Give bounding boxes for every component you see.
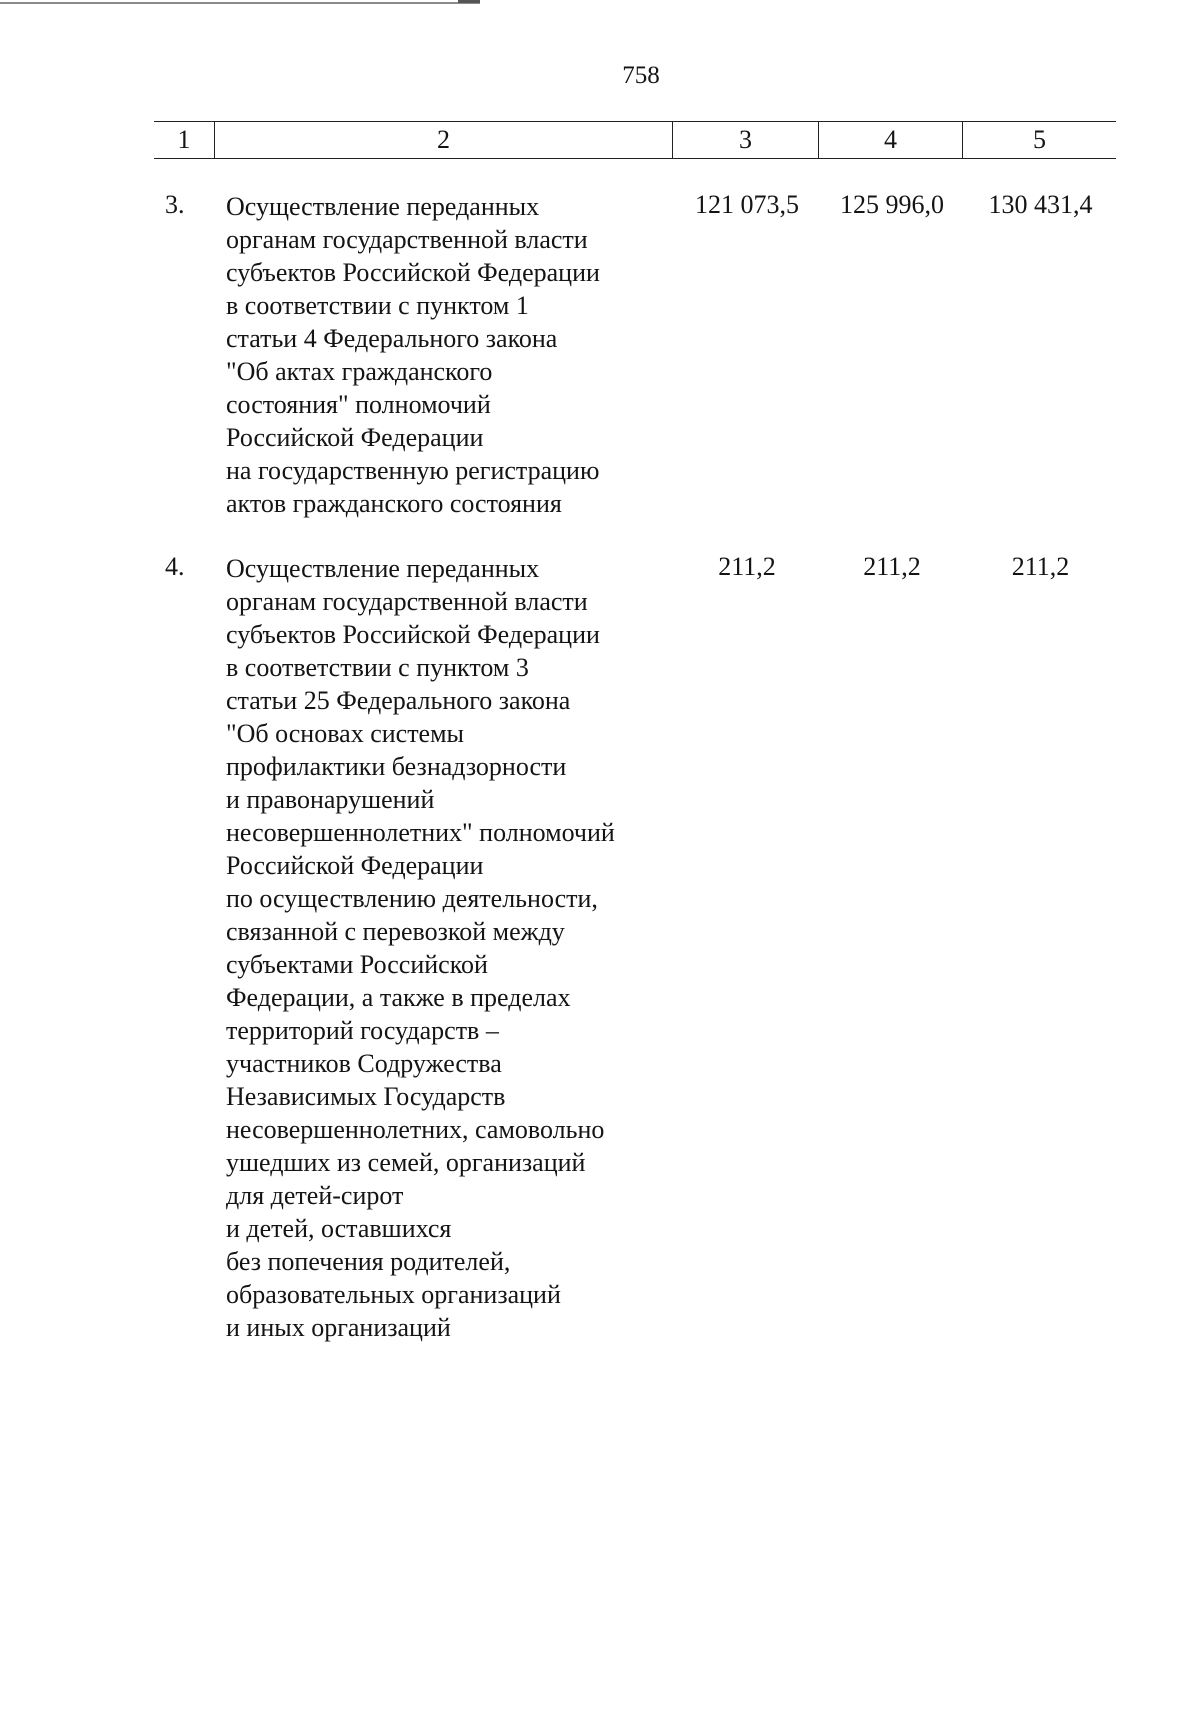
description-line: на государственную регистрацию: [226, 456, 600, 485]
description-line: субъектов Российской Федерации: [226, 258, 600, 287]
description-line: актов гражданского состояния: [226, 489, 562, 518]
description-line: Российской Федерации: [226, 423, 484, 452]
description-line: в соответствии с пунктом 3: [226, 653, 529, 682]
description-line: и иных организаций: [226, 1313, 451, 1342]
row-number: 4.: [165, 552, 185, 581]
table-header-row: [154, 121, 1116, 159]
description-line: несовершеннолетних, самовольно: [226, 1115, 605, 1144]
row-number: 3.: [165, 190, 185, 219]
row-description: [226, 190, 666, 520]
description-line: статьи 4 Федерального закона: [226, 324, 558, 353]
description-line: территорий государств –: [226, 1016, 499, 1045]
description-line: Российской Федерации: [226, 851, 484, 880]
description-line: "Об основах системы: [226, 719, 465, 748]
value-col-3: 121 073,5: [695, 190, 799, 219]
value-col-4: 211,2: [863, 552, 921, 581]
page-number: 758: [622, 62, 660, 89]
description-line: профилактики безнадзорности: [226, 752, 567, 781]
description-line: и детей, оставшихся: [226, 1214, 452, 1243]
description-line: и правонарушений: [226, 785, 435, 814]
description-line: Осуществление переданных: [226, 554, 540, 583]
header-col-4: 4: [819, 122, 963, 158]
description-line: в соответствии с пунктом 1: [226, 291, 529, 320]
description-line: Федерации, а также в пределах: [226, 983, 571, 1012]
row-description: [226, 552, 666, 1344]
scan-edge-line: [0, 2, 480, 4]
description-line: субъектами Российской: [226, 950, 488, 979]
header-col-1: 1: [154, 122, 215, 158]
description-line: для детей-сирот: [226, 1181, 404, 1210]
header-col-5: 5: [1033, 125, 1046, 154]
description-line: без попечения родителей,: [226, 1247, 511, 1276]
description-line: субъектов Российской Федерации: [226, 620, 600, 649]
value-col-5: 211,2: [1011, 552, 1070, 581]
description-line: Осуществление переданных: [226, 192, 540, 221]
value-col-3: 211,2: [718, 552, 776, 581]
description-line: связанной с перевозкой между: [226, 917, 565, 946]
header-col-3: 3: [673, 122, 819, 158]
description-line: "Об актах гражданского: [226, 357, 493, 386]
description-line: ушедших из семей, организаций: [226, 1148, 586, 1177]
scan-edge-mark: [458, 0, 480, 3]
description-line: образовательных организаций: [226, 1280, 561, 1309]
description-line: участников Содружества: [226, 1049, 502, 1078]
description-line: статьи 25 Федерального закона: [226, 686, 571, 715]
value-col-4: 125 996,0: [840, 190, 944, 219]
description-line: Независимых Государств: [226, 1082, 506, 1111]
description-line: органам государственной власти: [226, 225, 588, 254]
header-col-2: 2: [215, 122, 673, 158]
value-col-5: 130 431,4: [988, 190, 1093, 219]
description-line: органам государственной власти: [226, 587, 588, 616]
description-line: состояния" полномочий: [226, 390, 491, 419]
description-line: по осуществлению деятельности,: [226, 884, 598, 913]
description-line: несовершеннолетних" полномочий: [226, 818, 615, 847]
